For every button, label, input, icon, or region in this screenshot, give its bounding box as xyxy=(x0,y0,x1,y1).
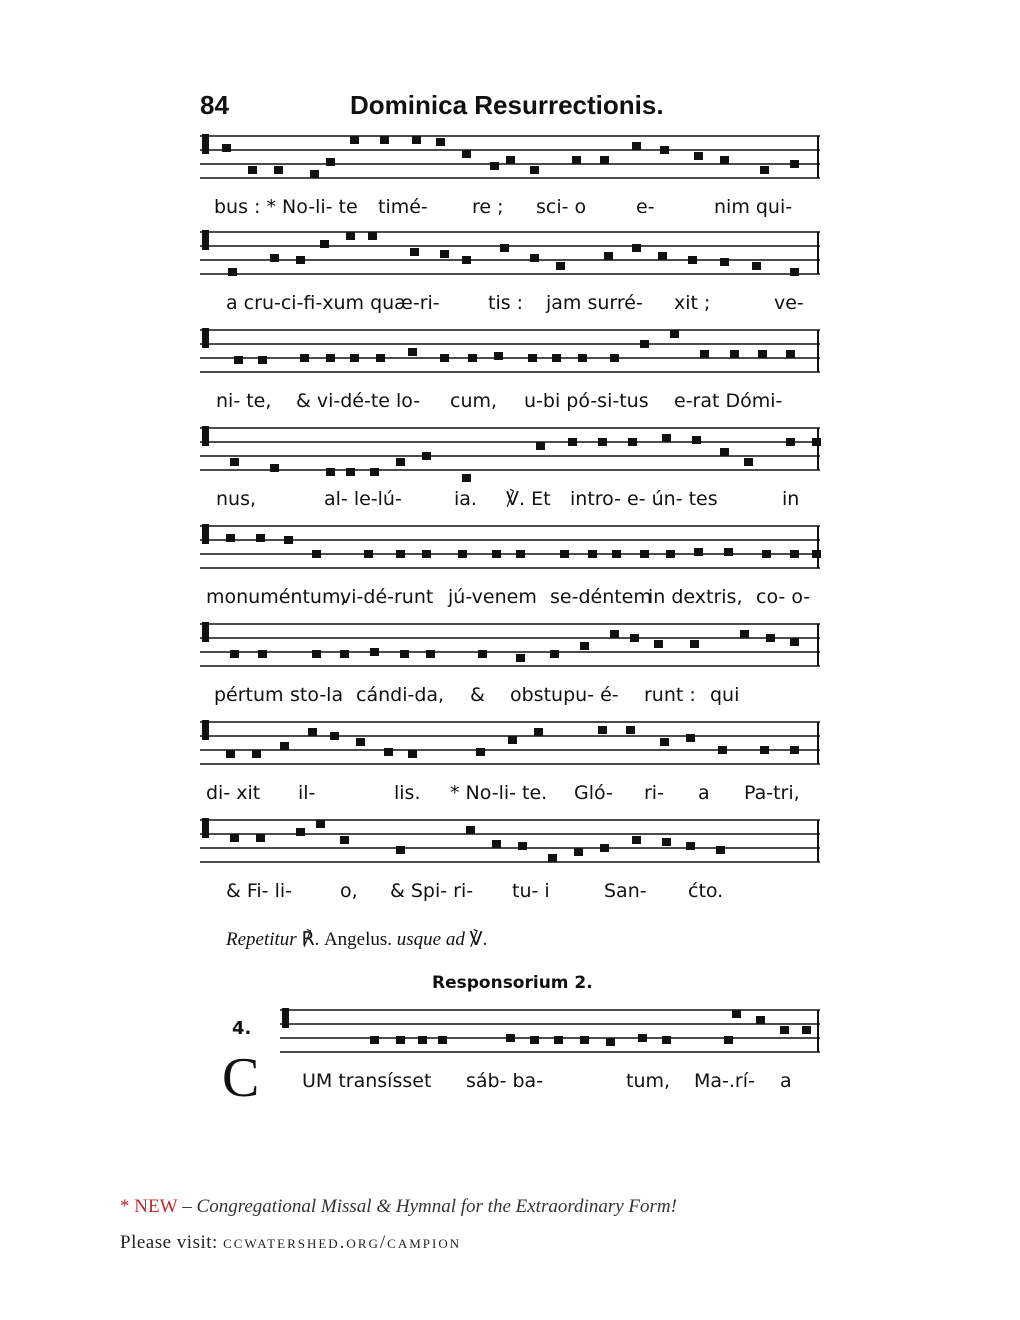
neume xyxy=(508,736,517,744)
lyric-syllable: ri- xyxy=(644,782,664,804)
neume xyxy=(228,268,237,276)
lyric-syllable: Pa-tri, xyxy=(744,782,800,804)
lyric-syllable: jú-venem xyxy=(448,586,537,608)
neume xyxy=(554,1036,563,1044)
neume xyxy=(370,468,379,476)
neume xyxy=(744,458,753,466)
neume xyxy=(256,834,265,842)
neume xyxy=(720,258,729,266)
neume xyxy=(326,354,335,362)
staff-7 xyxy=(200,718,820,788)
neume xyxy=(258,356,267,364)
neume xyxy=(720,448,729,456)
neume xyxy=(410,248,419,256)
lyric-syllable: Ma-.rí- xyxy=(694,1070,755,1092)
neume xyxy=(258,650,267,658)
neume xyxy=(790,550,799,558)
lyrics-line-3 xyxy=(200,390,820,416)
neume xyxy=(790,160,799,168)
neume xyxy=(536,442,545,450)
lyric-syllable: sci- o xyxy=(536,196,587,218)
lyric-syllable: se-déntem xyxy=(550,586,652,608)
neume xyxy=(718,746,727,754)
neume xyxy=(660,146,669,154)
clef-glyph xyxy=(202,622,209,642)
neume xyxy=(466,826,475,834)
neume xyxy=(580,642,589,650)
neume xyxy=(610,354,619,362)
neume xyxy=(790,638,799,646)
neume xyxy=(230,458,239,466)
neume xyxy=(756,1016,765,1024)
neume xyxy=(458,550,467,558)
lyric-syllable: jam surré- xyxy=(546,292,643,314)
neume xyxy=(370,648,379,656)
neume xyxy=(752,262,761,270)
neume xyxy=(256,534,265,542)
chant-system-5 xyxy=(200,522,820,617)
neume xyxy=(396,458,405,466)
neume xyxy=(550,650,559,658)
lyric-syllable: lis. xyxy=(394,782,421,804)
neume xyxy=(346,232,355,240)
neume xyxy=(530,1036,539,1044)
neume xyxy=(506,156,515,164)
staff-9 xyxy=(280,1006,820,1076)
lyric-syllable: ve- xyxy=(774,292,804,314)
lyric-syllable: & Spi- ri- xyxy=(390,880,474,902)
neume xyxy=(408,348,417,356)
versicle-symbol: ℣. xyxy=(469,929,488,950)
neume xyxy=(340,650,349,658)
lyric-syllable: nim qui- xyxy=(714,196,793,218)
neume xyxy=(310,170,319,178)
neume xyxy=(500,244,509,252)
rubric-text-repetitur: Repetitur xyxy=(226,929,297,950)
footer-url-link[interactable]: ccwatershed.org/campion xyxy=(223,1232,462,1253)
neume xyxy=(574,848,583,856)
neume xyxy=(506,1034,515,1042)
lyrics-line-1 xyxy=(200,196,820,222)
lyric-syllable: runt : xyxy=(644,684,696,706)
neume xyxy=(280,742,289,750)
neume xyxy=(632,142,641,150)
lyric-syllable: e-rat Dómi- xyxy=(674,390,783,412)
neume xyxy=(492,550,501,558)
lyrics-line-7 xyxy=(200,782,820,808)
lyric-syllable: qui xyxy=(710,684,740,706)
neume xyxy=(530,166,539,174)
neume xyxy=(578,354,587,362)
lyrics-line-6 xyxy=(200,684,820,710)
neume xyxy=(556,262,565,270)
neume xyxy=(654,640,663,648)
neume xyxy=(604,252,613,260)
lyric-syllable: obstupu- é- xyxy=(510,684,619,706)
neume xyxy=(418,1036,427,1044)
lyric-syllable: timé- xyxy=(378,196,428,218)
neume xyxy=(490,162,499,170)
rubric-text-usque: usque ad xyxy=(396,929,465,950)
neume xyxy=(658,252,667,260)
neume xyxy=(766,634,775,642)
neume xyxy=(640,340,649,348)
lyric-syllable: a xyxy=(698,782,710,804)
neume xyxy=(326,468,335,476)
lyrics-line-4 xyxy=(200,488,820,514)
neume xyxy=(686,842,695,850)
chant-system-7 xyxy=(200,718,820,813)
neume xyxy=(700,350,709,358)
neume xyxy=(572,156,581,164)
neume xyxy=(296,828,305,836)
lyric-syllable: * No-li- te. xyxy=(450,782,548,804)
neume xyxy=(312,550,321,558)
neume xyxy=(518,842,527,850)
neume xyxy=(812,438,821,446)
lyric-syllable: in dextris, xyxy=(648,586,743,608)
neume xyxy=(440,250,449,258)
neume xyxy=(600,156,609,164)
neume xyxy=(568,438,577,446)
neume xyxy=(408,750,417,758)
clef-glyph xyxy=(202,818,209,838)
neume xyxy=(632,836,641,844)
clef-glyph xyxy=(202,134,209,154)
neume xyxy=(662,1036,671,1044)
lyric-syllable: cándi-da, xyxy=(356,684,445,706)
lyric-syllable: intro- e- ún- tes xyxy=(570,488,718,510)
staff-8 xyxy=(200,816,820,886)
neume xyxy=(612,550,621,558)
neume xyxy=(350,136,359,144)
neume xyxy=(230,650,239,658)
lyric-syllable: ni- te, xyxy=(216,390,272,412)
clef-glyph xyxy=(282,1008,289,1028)
footer-tagline xyxy=(120,1196,677,1218)
lyric-syllable: tis : xyxy=(488,292,524,314)
staff-3 xyxy=(200,326,820,396)
lyric-syllable: & Fi- li- xyxy=(226,880,292,902)
neume xyxy=(370,1036,379,1044)
neume xyxy=(462,256,471,264)
neume xyxy=(296,256,305,264)
neume xyxy=(230,834,239,842)
lyric-syllable: e- xyxy=(636,196,655,218)
neume xyxy=(300,354,309,362)
clef-glyph xyxy=(202,426,209,446)
neume xyxy=(688,256,697,264)
staff-5 xyxy=(200,522,820,592)
neume xyxy=(252,750,261,758)
neume xyxy=(396,846,405,854)
neume xyxy=(610,630,619,638)
neume xyxy=(396,550,405,558)
neume xyxy=(660,738,669,746)
footer-visit-label: Please visit: xyxy=(120,1232,218,1253)
lyrics-line-2 xyxy=(200,292,820,318)
lyric-syllable: in xyxy=(782,488,800,510)
neume xyxy=(346,468,355,476)
lyric-syllable: u-bi pó-si-tus xyxy=(524,390,649,412)
neume xyxy=(516,550,525,558)
neume xyxy=(780,1026,789,1034)
lyric-syllable: bus : * No-li- te xyxy=(214,196,358,218)
chant-system-9 xyxy=(280,1006,820,1101)
neume xyxy=(478,650,487,658)
neume xyxy=(476,748,485,756)
neume xyxy=(724,548,733,556)
neume xyxy=(588,550,597,558)
neume xyxy=(248,166,257,174)
neume xyxy=(732,1010,741,1018)
neume xyxy=(222,144,231,152)
staff-1 xyxy=(200,132,820,202)
neume xyxy=(694,152,703,160)
neume xyxy=(560,550,569,558)
neume xyxy=(626,726,635,734)
neume xyxy=(724,1036,733,1044)
lyric-syllable: xit ; xyxy=(674,292,711,314)
neume xyxy=(694,548,703,556)
neume xyxy=(274,166,283,174)
neume xyxy=(422,550,431,558)
lyric-syllable: sto-la xyxy=(290,684,344,706)
neume xyxy=(436,138,445,146)
neume xyxy=(368,232,377,240)
neume xyxy=(530,254,539,262)
lyric-syllable: di- xit xyxy=(206,782,261,804)
neume xyxy=(606,1038,615,1046)
neume xyxy=(320,240,329,248)
neume xyxy=(396,1036,405,1044)
neume xyxy=(598,726,607,734)
lyric-syllable: co- o- xyxy=(756,586,811,608)
neume xyxy=(762,550,771,558)
neume xyxy=(270,464,279,472)
neume xyxy=(662,838,671,846)
lyric-syllable: il- xyxy=(298,782,316,804)
neume xyxy=(308,728,317,736)
staff-4 xyxy=(200,424,820,494)
neume xyxy=(802,1026,811,1034)
neume xyxy=(226,534,235,542)
neume xyxy=(494,352,503,360)
neume xyxy=(350,354,359,362)
neume xyxy=(312,650,321,658)
neume xyxy=(226,750,235,758)
clef-glyph xyxy=(202,328,209,348)
neume xyxy=(462,150,471,158)
neume xyxy=(528,354,537,362)
neume xyxy=(234,356,243,364)
neume xyxy=(786,438,795,446)
lyric-syllable: ćto. xyxy=(688,880,724,902)
neume xyxy=(468,354,477,362)
neume xyxy=(640,550,649,558)
neume xyxy=(720,156,729,164)
neume xyxy=(686,734,695,742)
staff-6 xyxy=(200,620,820,690)
neume xyxy=(790,746,799,754)
footer-visit xyxy=(120,1232,461,1254)
chant-system-8 xyxy=(200,816,820,911)
staff-2 xyxy=(200,228,820,298)
neume xyxy=(716,846,725,854)
lyrics-line-9 xyxy=(280,1070,820,1096)
neume xyxy=(380,136,389,144)
neume xyxy=(758,350,767,358)
lyric-syllable: al- le-lú- xyxy=(324,488,402,510)
chant-system-6 xyxy=(200,620,820,715)
clef-glyph xyxy=(202,230,209,250)
neume xyxy=(580,1036,589,1044)
neume xyxy=(492,840,501,848)
neume xyxy=(812,550,821,558)
neume xyxy=(438,1036,447,1044)
lyric-syllable: San- xyxy=(604,880,647,902)
chant-system-1 xyxy=(200,132,820,227)
neume xyxy=(326,158,335,166)
neume xyxy=(598,438,607,446)
chant-system-2 xyxy=(200,228,820,323)
neume xyxy=(330,732,339,740)
lyric-syllable: a cru-ci-fi-xum quæ-ri- xyxy=(226,292,440,314)
lyric-syllable: o, xyxy=(340,880,358,902)
lyric-syllable: sáb- ba- xyxy=(466,1070,544,1092)
lyric-syllable: & vi-dé-te lo- xyxy=(296,390,421,412)
lyric-syllable: a xyxy=(780,1070,792,1092)
neume xyxy=(760,746,769,754)
responsory-title: Responsorium 2. xyxy=(432,973,593,993)
neume xyxy=(548,854,557,862)
footer-star: * xyxy=(120,1196,130,1217)
lyric-syllable: UM transísset xyxy=(302,1070,432,1092)
clef-glyph xyxy=(202,524,209,544)
neume xyxy=(632,244,641,252)
neume xyxy=(666,550,675,558)
mode-number: 4. xyxy=(232,1018,252,1039)
neume xyxy=(316,820,325,828)
neume xyxy=(786,350,795,358)
neume xyxy=(552,354,561,362)
neume xyxy=(670,330,679,338)
neume xyxy=(364,550,373,558)
neume xyxy=(534,728,543,736)
lyric-syllable: Gló- xyxy=(574,782,613,804)
neume xyxy=(630,634,639,642)
neume xyxy=(790,268,799,276)
responsory-symbol: ℟. xyxy=(301,929,320,950)
rubric xyxy=(226,928,487,951)
page-title: Dominica Resurrectionis. xyxy=(350,90,664,120)
neume xyxy=(422,452,431,460)
lyric-syllable: vi-dé-runt xyxy=(340,586,434,608)
rubric-text-angelus: Angelus. xyxy=(323,929,393,950)
drop-cap-initial: C xyxy=(222,1047,260,1109)
neume xyxy=(516,654,525,662)
neume xyxy=(270,254,279,262)
lyric-syllable: ℣. Et xyxy=(506,488,551,510)
neume xyxy=(628,438,637,446)
neume xyxy=(638,1034,647,1042)
neume xyxy=(440,354,449,362)
footer-tagline-text: – Congregational Missal & Hymnal for the Extraordinary Form! xyxy=(182,1196,677,1217)
neume xyxy=(426,650,435,658)
lyric-syllable: nus, xyxy=(216,488,257,510)
neume xyxy=(384,748,393,756)
neume xyxy=(690,640,699,648)
lyric-syllable: pértum xyxy=(214,684,284,706)
clef-glyph xyxy=(202,720,209,740)
neume xyxy=(462,474,471,482)
lyric-syllable: tu- i xyxy=(512,880,550,902)
lyric-syllable: re ; xyxy=(472,196,504,218)
neume xyxy=(662,434,671,442)
page-header xyxy=(200,90,820,130)
page-number: 84 xyxy=(200,90,229,120)
lyric-syllable: ia. xyxy=(454,488,477,510)
neume xyxy=(340,836,349,844)
neume xyxy=(356,738,365,746)
neume xyxy=(600,844,609,852)
lyric-syllable: tum, xyxy=(626,1070,671,1092)
neume xyxy=(760,166,769,174)
lyrics-line-5 xyxy=(200,586,820,612)
lyric-syllable: cum, xyxy=(450,390,498,412)
neume xyxy=(376,354,385,362)
neume xyxy=(740,630,749,638)
footer-new-label: NEW xyxy=(134,1196,178,1217)
lyrics-line-8 xyxy=(200,880,820,906)
neume xyxy=(284,536,293,544)
lyric-syllable: monuméntum, xyxy=(206,586,347,608)
neume xyxy=(412,136,421,144)
neume xyxy=(730,350,739,358)
lyric-syllable: & xyxy=(470,684,485,706)
neume xyxy=(400,650,409,658)
chant-system-3 xyxy=(200,326,820,421)
neume xyxy=(692,436,701,444)
chant-system-4 xyxy=(200,424,820,519)
